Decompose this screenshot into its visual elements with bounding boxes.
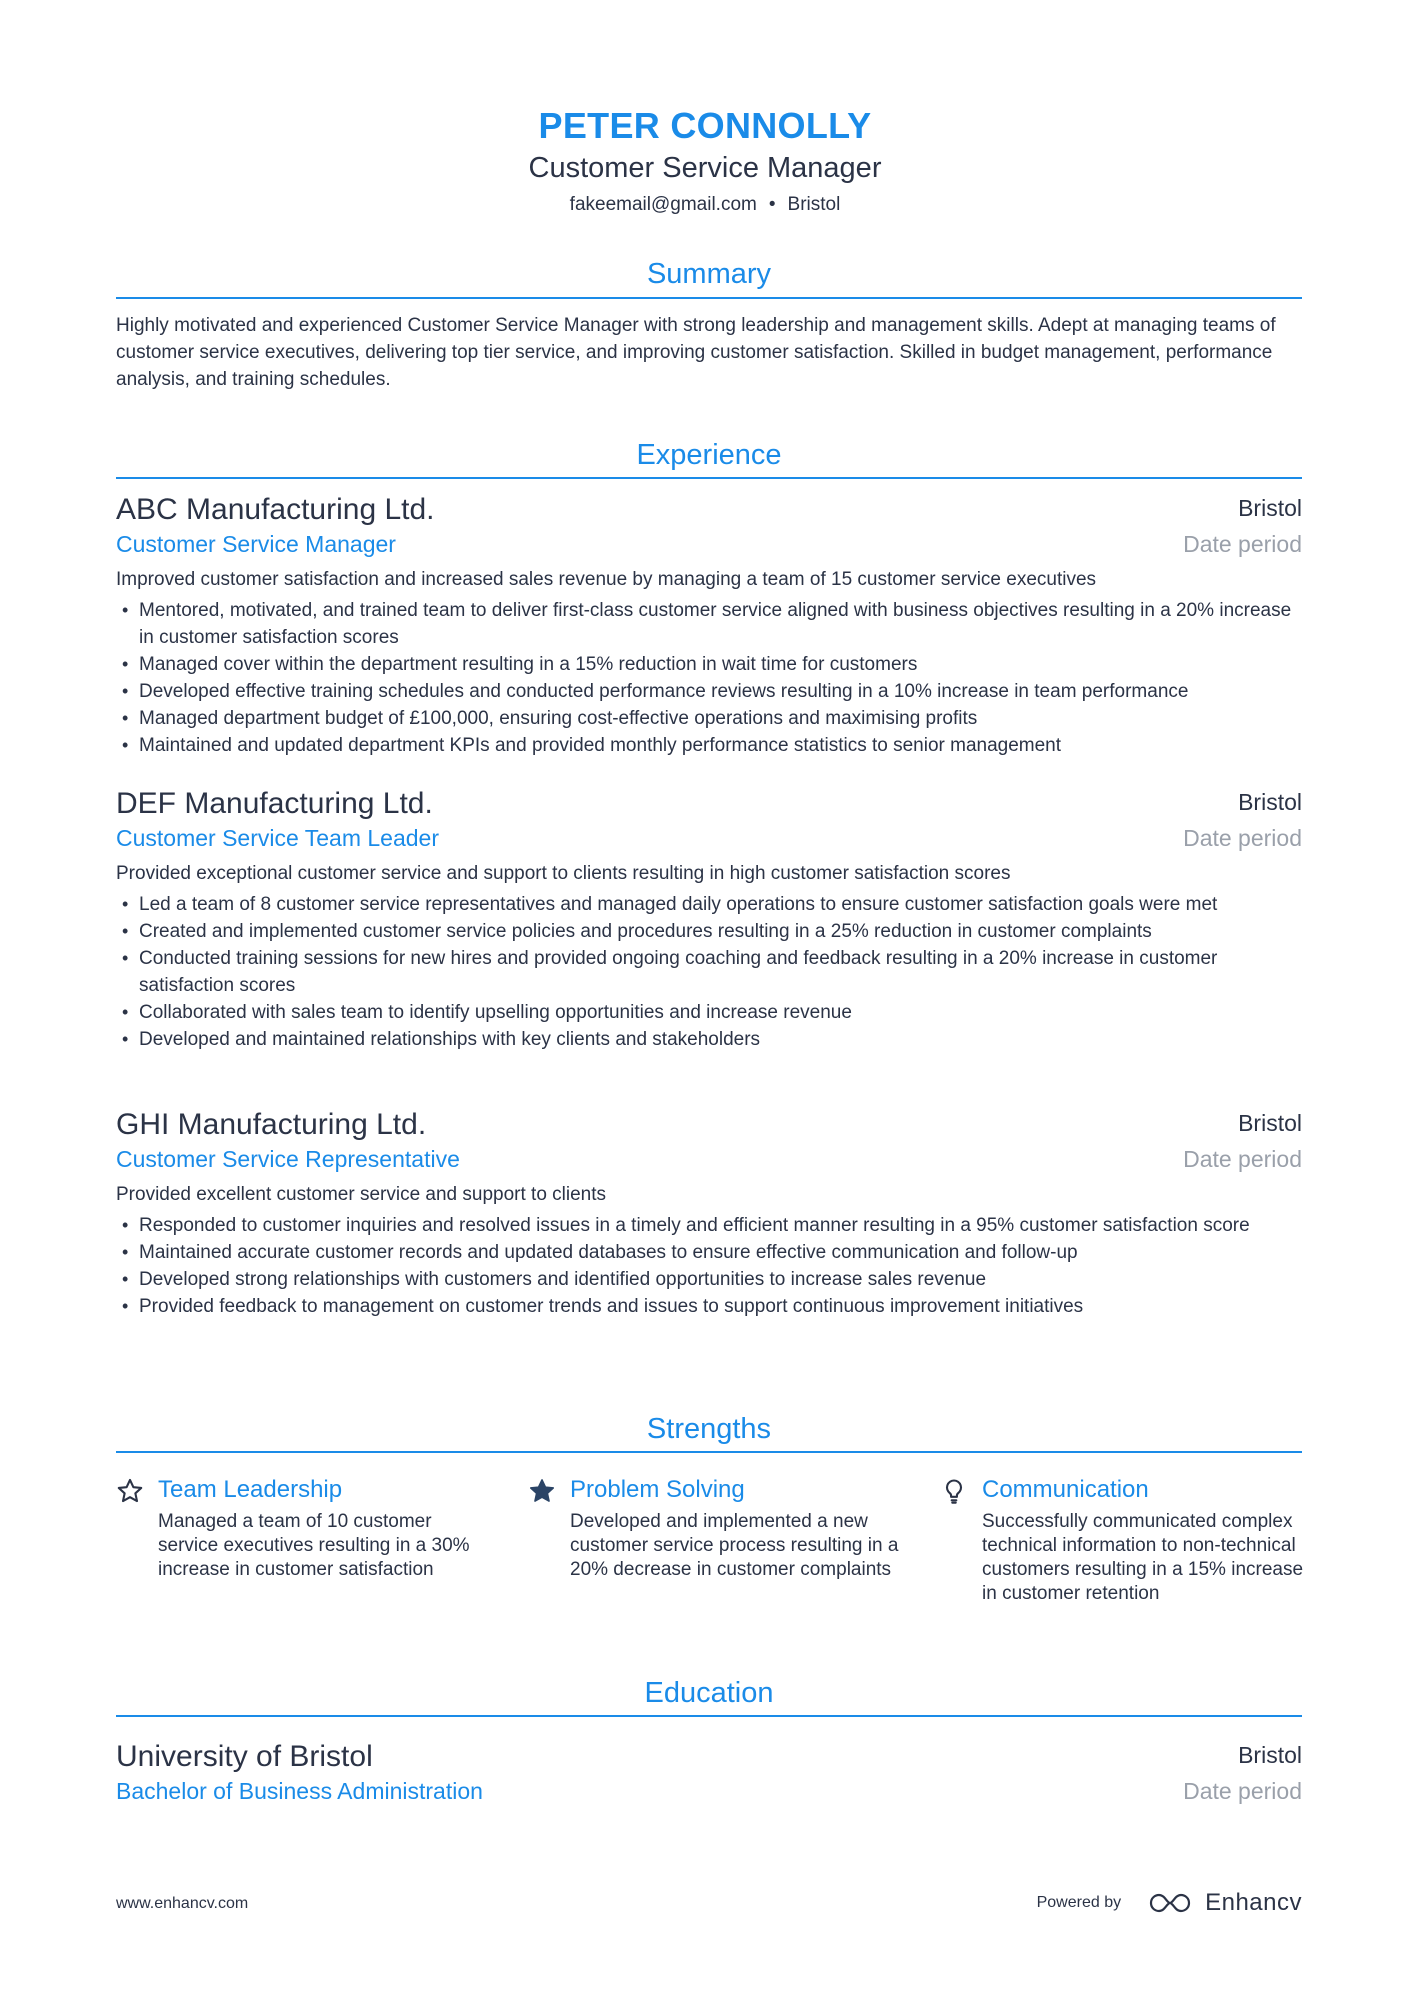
job-date: Date period xyxy=(1183,1146,1302,1172)
footer-website[interactable]: www.enhancv.com xyxy=(116,1895,249,1912)
job-bullet: • Mentored, motivated, and trained team to deliver first-class customer service aligned with business objectives resulting in a 20% increase in customer satisfaction scores xyxy=(116,597,1302,651)
contact-line xyxy=(0,192,1410,218)
summary-heading: Summary xyxy=(646,258,772,290)
candidate-name: PETER CONNOLLY xyxy=(538,105,872,146)
brand-name: Enhancv xyxy=(1205,1889,1302,1916)
strength-title: Problem Solving xyxy=(570,1476,745,1503)
job-description: Provided exceptional customer service and support to clients resulting in high customer satisfaction scores xyxy=(116,863,1011,884)
job-role: Customer Service Team Leader xyxy=(116,825,439,851)
job-location: Bristol xyxy=(1238,495,1302,521)
job-location: Bristol xyxy=(1238,1110,1302,1136)
job-company: DEF Manufacturing Ltd. xyxy=(116,787,433,820)
contact-location: Bristol xyxy=(787,194,841,215)
strength-title: Team Leadership xyxy=(158,1476,343,1503)
job-date: Date period xyxy=(1183,531,1302,557)
contact-email[interactable]: fakeemail@gmail.com xyxy=(569,194,757,215)
experience-heading: Experience xyxy=(636,439,782,471)
job-bullet: • Developed effective training schedules and conducted performance reviews resulting in a 10% increase in team performance xyxy=(116,678,1302,705)
education-entry xyxy=(116,1739,1302,1807)
job-description: Improved customer satisfaction and increased sales revenue by managing a team of 15 customer service executives xyxy=(116,569,1097,590)
job-bullet: • Managed cover within the department resulting in a 15% reduction in wait time for customers xyxy=(116,651,1302,678)
education-date: Date period xyxy=(1183,1778,1302,1804)
summary-divider xyxy=(116,297,1302,299)
job-company: GHI Manufacturing Ltd. xyxy=(116,1108,427,1141)
candidate-title: Customer Service Manager xyxy=(528,152,882,184)
separator-dot: • xyxy=(768,194,776,215)
strength-title: Communication xyxy=(982,1476,1149,1503)
job-bullets xyxy=(116,891,1302,1053)
enhancv-logo-icon xyxy=(1147,1890,1193,1916)
job-role: Customer Service Manager xyxy=(116,531,396,557)
resume-header xyxy=(0,104,1410,218)
job-bullet: • Conducted training sessions for new hires and provided ongoing coaching and feedback resulting in a 20% increase in customer satisfaction scores xyxy=(116,945,1302,999)
education-school: University of Bristol xyxy=(116,1740,373,1773)
strengths-heading: Strengths xyxy=(646,1413,772,1445)
job-role: Customer Service Representative xyxy=(116,1146,460,1172)
job-bullet: • Developed and maintained relationships with key clients and stakeholders xyxy=(116,1026,1302,1053)
job-bullet: • Provided feedback to management on customer trends and issues to support continuous improvement initiatives xyxy=(116,1293,1302,1320)
job-bullet: • Created and implemented customer service policies and procedures resulting in a 25% reduction in customer complaints xyxy=(116,918,1302,945)
job-bullet: • Responded to customer inquiries and resolved issues in a timely and efficient manner resulting in a 95% customer satisfaction score xyxy=(116,1212,1302,1239)
star-outline-icon xyxy=(116,1477,144,1505)
job-bullet: • Developed strong relationships with customers and identified opportunities to increase sales revenue xyxy=(116,1266,1302,1293)
strength-description: Managed a team of 10 customer service executives resulting in a 30% increase in customer satisfaction xyxy=(158,1511,470,1580)
job-bullet: • Maintained and updated department KPIs and provided monthly performance statistics to senior management xyxy=(116,732,1302,759)
lightbulb-icon xyxy=(940,1477,968,1505)
education-location: Bristol xyxy=(1238,1742,1302,1768)
job-bullets xyxy=(116,1212,1302,1320)
job-company: ABC Manufacturing Ltd. xyxy=(116,493,435,526)
job-bullet: • Led a team of 8 customer service representatives and managed daily operations to ensure customer satisfaction goals were met xyxy=(116,891,1302,918)
strengths-divider xyxy=(116,1451,1302,1453)
job-entry xyxy=(116,492,1302,759)
strength-description: Developed and implemented a new customer service process resulting in a 20% decrease in customer complaints xyxy=(570,1511,899,1580)
powered-by-label: Powered by xyxy=(1036,1894,1122,1911)
job-bullet: • Collaborated with sales team to identify upselling opportunities and increase revenue xyxy=(116,999,1302,1026)
strengths-grid xyxy=(116,1474,1306,1654)
experience-divider xyxy=(116,477,1302,479)
job-location: Bristol xyxy=(1238,789,1302,815)
summary-text: Highly motivated and experienced Customer Service Manager with strong leadership and management skills. Adept at managing teams of customer service executives, delivering top tier service, and improving customer satisfaction. Skilled in budget management, performance analysis, and training schedules. xyxy=(116,315,1276,390)
star-filled-icon xyxy=(528,1477,556,1505)
strength-description: Successfully communicated complex technical information to non-technical customers resulting in a 15% increase in customer retention xyxy=(982,1511,1304,1604)
education-divider xyxy=(116,1715,1302,1717)
job-bullets xyxy=(116,597,1302,759)
job-description: Provided excellent customer service and support to clients xyxy=(116,1184,607,1205)
job-bullet: • Maintained accurate customer records and updated databases to ensure effective communication and follow-up xyxy=(116,1239,1302,1266)
education-degree: Bachelor of Business Administration xyxy=(116,1778,483,1804)
education-heading: Education xyxy=(644,1677,774,1709)
job-date: Date period xyxy=(1183,825,1302,851)
job-entry xyxy=(116,786,1302,1053)
job-entry xyxy=(116,1107,1302,1320)
job-bullet: • Managed department budget of £100,000, ensuring cost-effective operations and maximising profits xyxy=(116,705,1302,732)
footer-branding[interactable] xyxy=(1037,1886,1302,1920)
